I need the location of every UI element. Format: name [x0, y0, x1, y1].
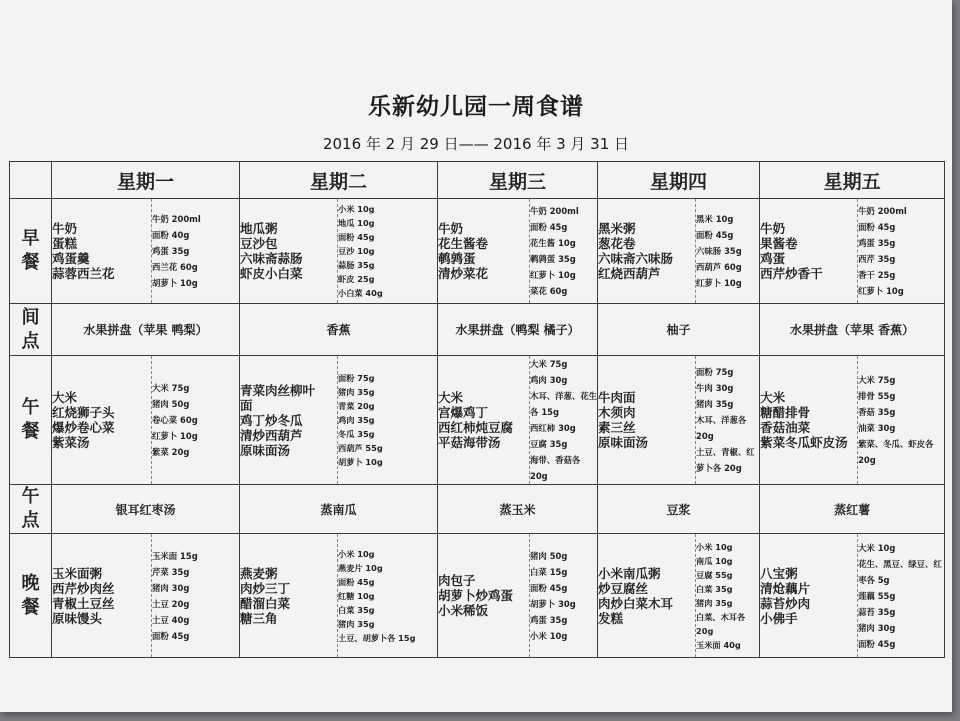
dish-item: 清炒西葫芦	[240, 427, 303, 443]
ingredient-item: 西葫芦 60g	[696, 262, 742, 272]
ingredient-item: 牛肉 30g	[696, 383, 734, 393]
ingredient-cell	[338, 356, 438, 485]
dish-cell	[240, 199, 338, 304]
ingredient-item: 猪肉 30g	[152, 582, 190, 593]
meal-label-char: 晚	[21, 572, 40, 594]
ingredient-item: 面粉 45g	[858, 638, 896, 649]
corner-cell	[10, 162, 52, 199]
dish-cell	[438, 534, 530, 658]
meal-label-char: 间	[21, 306, 40, 328]
ingredient-cell	[530, 199, 598, 304]
ingredient-item: 小米 10g	[338, 548, 375, 559]
meal-label-char: 午	[21, 397, 40, 418]
dish-item: 肉炒三丁	[240, 580, 291, 596]
snack-cell	[52, 304, 240, 356]
ingredient-item: 猪肉 35g	[696, 399, 734, 409]
dish-item: 大米	[760, 390, 786, 405]
ingredient-item: 卷心菜 60g	[152, 415, 198, 425]
ingredient-item: 大米 75g	[858, 375, 896, 385]
ingredient-item: 六味肠 35g	[696, 246, 742, 256]
ingredient-item: 地瓜 10g	[338, 218, 375, 228]
dish-item: 面	[240, 397, 253, 413]
dish-item: 紫菜汤	[52, 435, 90, 450]
ingredient-item: 红萝卜 10g	[530, 270, 576, 280]
ingredient-cell	[152, 199, 240, 304]
ingredient-item: 木耳、洋葱各 20g	[696, 415, 747, 441]
dish-cell	[760, 199, 858, 304]
weekly-menu-table	[9, 161, 945, 658]
meal-label-pm-snack	[10, 485, 52, 534]
ingredient-item: 猪肉 50g	[152, 399, 190, 409]
dish-cell	[598, 199, 696, 304]
dish-cell	[438, 199, 530, 304]
dish-cell	[52, 356, 152, 485]
dish-item: 鸡丁炒冬瓜	[240, 412, 303, 428]
dish-item: 大米	[438, 390, 464, 405]
dish-cell	[760, 356, 858, 485]
dish-item: 炒豆腐丝	[598, 580, 649, 596]
dish-item: 花生酱卷	[438, 236, 489, 251]
snack-text: 柚子	[666, 323, 691, 337]
dish-item: 六味斋六味肠	[598, 251, 674, 266]
ingredient-cell	[696, 199, 760, 304]
ingredient-cell	[696, 534, 760, 658]
dish-item: 蒜蓉西兰花	[52, 266, 115, 281]
ingredient-item: 白菜 15g	[530, 566, 568, 577]
ingredient-item: 莲藕 55g	[858, 590, 896, 601]
dish-item: 燕麦粥	[240, 565, 278, 581]
dish-cell	[52, 199, 152, 304]
dish-item: 鸡蛋羹	[52, 251, 90, 266]
ingredient-item: 牛奶 200ml	[858, 206, 907, 216]
ingredient-item: 白菜 35g	[696, 583, 733, 594]
page-title: 乐新幼儿园一周食谱	[368, 94, 584, 120]
dish-item: 牛奶	[438, 221, 464, 236]
snack-text: 水果拼盘（苹果 鸭梨）	[83, 323, 208, 337]
ingredient-item: 芹菜 35g	[152, 566, 190, 577]
ingredient-item: 胡萝卜 30g	[530, 598, 576, 609]
dish-item: 肉包子	[438, 573, 476, 588]
dish-item: 发糕	[598, 610, 624, 626]
meal-label-char: 餐	[21, 252, 40, 273]
ingredient-item: 花生、黑豆、绿豆、红枣各 5g	[858, 558, 942, 585]
ingredient-item: 小白菜 40g	[338, 288, 383, 298]
dish-item: 鸡蛋	[760, 251, 786, 266]
ingredient-cell	[530, 534, 598, 658]
dish-item: 醋溜白菜	[240, 595, 291, 611]
dish-item: 青椒土豆丝	[52, 595, 115, 611]
ingredient-item: 土豆、青椒、红萝卜各 20g	[696, 447, 755, 473]
dish-item: 胡萝卜炒鸡蛋	[438, 588, 514, 603]
dish-item: 紫菜冬瓜虾皮汤	[760, 435, 848, 450]
dish-item: 原味面汤	[240, 442, 291, 458]
dish-item: 六味斋蒜肠	[240, 251, 303, 266]
ingredient-item: 猪肉 30g	[858, 622, 896, 633]
meal-label-char: 点	[21, 330, 40, 352]
ingredient-item: 面粉 45g	[338, 232, 375, 242]
ingredient-item: 小米 10g	[696, 541, 733, 552]
meal-label-char: 早	[21, 228, 40, 249]
ingredient-item: 玉米面 15g	[152, 550, 198, 561]
snack-cell	[438, 485, 598, 534]
ingredient-item: 面粉 75g	[696, 367, 734, 377]
ingredient-item: 鸡肉 35g	[338, 415, 375, 425]
ingredient-item: 豆沙 10g	[338, 246, 375, 256]
snack-cell	[760, 485, 945, 534]
ingredient-item: 香菇 35g	[858, 407, 896, 417]
dish-cell	[52, 534, 152, 658]
dish-item: 蛋糕	[52, 236, 78, 251]
ingredient-item: 紫菜、冬瓜、虾皮各 20g	[858, 439, 934, 465]
dish-item: 西芹炒香干	[760, 266, 823, 281]
ingredient-item: 土豆 40g	[152, 614, 190, 625]
ingredient-item: 面粉 45g	[152, 630, 190, 641]
ingredient-item: 面粉 45g	[530, 582, 568, 593]
ingredient-cell	[530, 356, 598, 485]
lunch-row	[10, 356, 945, 485]
meal-label-char: 餐	[21, 596, 40, 618]
ingredient-item: 胡萝卜 10g	[338, 457, 383, 467]
ingredient-item: 木耳、洋葱、花生各 15g	[530, 391, 598, 417]
snack-text: 蒸玉米	[499, 502, 536, 517]
ingredient-item: 面粉 45g	[530, 222, 568, 232]
ingredient-cell	[338, 534, 438, 658]
dinner-row	[10, 534, 945, 658]
dish-item: 葱花卷	[598, 236, 636, 251]
dish-cell	[598, 356, 696, 485]
ingredient-item: 西红柿 30g	[530, 423, 576, 433]
dish-item: 八宝粥	[760, 565, 798, 581]
ingredient-item: 红糖 10g	[338, 590, 375, 601]
meal-label-breakfast	[10, 199, 52, 304]
ingredient-item: 红萝卜 10g	[858, 286, 904, 296]
ingredient-item: 豆腐 55g	[696, 569, 733, 580]
meal-label-lunch	[10, 356, 52, 485]
dish-item: 豆沙包	[240, 236, 278, 251]
dish-item: 大米	[52, 390, 78, 405]
day-header: 星期四	[598, 162, 760, 199]
dish-item: 木须肉	[598, 405, 636, 420]
snack-text: 豆浆	[666, 502, 691, 517]
snack-text: 银耳红枣汤	[115, 502, 176, 517]
ingredient-item: 西兰花 60g	[152, 262, 198, 272]
ingredient-item: 面粉 45g	[338, 576, 375, 587]
ingredient-item: 面粉 45g	[696, 230, 734, 240]
dish-item: 糖三角	[240, 610, 278, 626]
dish-item: 清炝藕片	[760, 580, 811, 596]
ingredient-item: 虾皮 25g	[338, 274, 375, 284]
snack-cell	[240, 485, 438, 534]
ingredient-item: 小米 10g	[530, 630, 568, 641]
day-header-row	[10, 162, 945, 199]
dish-item: 素三丝	[598, 420, 636, 435]
ingredient-item: 蒜苔 35g	[858, 606, 896, 617]
ingredient-item: 豆腐 35g	[530, 439, 568, 449]
dish-item: 红烧狮子头	[52, 405, 115, 420]
ingredient-item: 土豆、胡萝卜各 15g	[338, 632, 416, 643]
dish-item: 虾皮小白菜	[240, 266, 303, 281]
ingredient-item: 面粉 45g	[858, 222, 896, 232]
dish-item: 小米南瓜粥	[598, 565, 661, 581]
dish-item: 清炒菜花	[438, 266, 489, 281]
snack-cell	[760, 304, 945, 356]
ingredient-cell	[858, 199, 945, 304]
snack-cell	[240, 304, 438, 356]
ingredient-item: 红萝卜 10g	[152, 431, 198, 441]
ingredient-item: 牛奶 200ml	[152, 214, 201, 224]
dish-item: 牛肉面	[598, 390, 636, 405]
am-snack-row	[10, 304, 945, 356]
ingredient-item: 猪肉 50g	[530, 550, 568, 561]
ingredient-item: 面粉 40g	[152, 230, 190, 240]
dish-item: 爆炒卷心菜	[52, 420, 115, 435]
dish-cell	[240, 356, 338, 485]
dish-cell	[438, 356, 530, 485]
ingredient-item: 牛奶 200ml	[530, 206, 579, 216]
day-header: 星期一	[52, 162, 240, 199]
dish-item: 原味面汤	[598, 435, 649, 450]
dish-item: 香菇油菜	[760, 420, 811, 435]
breakfast-row	[10, 199, 945, 304]
snack-text: 蒸红薯	[834, 502, 871, 517]
snack-text: 水果拼盘（苹果 香蕉）	[789, 323, 915, 337]
ingredient-item: 南瓜 10g	[696, 555, 733, 566]
meal-label-char: 午	[21, 486, 40, 507]
ingredient-item: 燕麦片 10g	[338, 562, 383, 573]
dish-item: 蒜苔炒肉	[760, 595, 811, 611]
ingredient-item: 猪肉 35g	[338, 387, 375, 397]
dish-cell	[240, 534, 338, 658]
dish-item: 小米稀饭	[438, 603, 489, 618]
date-range: 2016 年 2 月 29 日—— 2016 年 3 月 31 日	[322, 135, 630, 153]
snack-text: 香蕉	[326, 323, 351, 337]
ingredient-item: 小米 10g	[338, 204, 375, 214]
snack-cell	[52, 485, 240, 534]
ingredient-item: 土豆 20g	[152, 598, 190, 609]
dish-item: 鹌鹑蛋	[438, 251, 476, 266]
ingredient-item: 紫菜 20g	[152, 447, 190, 457]
ingredient-item: 鸡蛋 35g	[858, 238, 896, 248]
pm-snack-row	[10, 485, 945, 534]
dish-item: 地瓜粥	[240, 221, 278, 236]
dish-item: 牛奶	[760, 221, 786, 236]
dish-item: 宫爆鸡丁	[438, 405, 489, 420]
ingredient-item: 黑米 10g	[696, 214, 734, 224]
dish-item: 红烧西葫芦	[598, 266, 661, 281]
day-header: 星期五	[760, 162, 945, 199]
dish-item: 肉炒白菜木耳	[598, 595, 674, 611]
meal-label-char: 餐	[21, 421, 40, 442]
dish-item: 平菇海带汤	[438, 435, 501, 450]
snack-cell	[598, 485, 760, 534]
ingredient-cell	[152, 534, 240, 658]
ingredient-item: 鸡蛋 35g	[530, 614, 568, 625]
ingredient-cell	[152, 356, 240, 485]
dish-item: 青菜肉丝柳叶	[240, 382, 316, 398]
ingredient-item: 冬瓜 35g	[338, 429, 375, 439]
dish-item: 黑米粥	[598, 221, 636, 236]
day-header: 星期二	[240, 162, 438, 199]
ingredient-item: 面粉 75g	[338, 373, 375, 383]
ingredient-item: 红萝卜 10g	[696, 278, 742, 288]
meal-label-am-snack	[10, 304, 52, 356]
ingredient-item: 蒜肠 35g	[338, 260, 375, 270]
ingredient-cell	[858, 534, 945, 658]
ingredient-item: 鹌鹑蛋 35g	[530, 254, 576, 264]
dish-item: 糖醋排骨	[760, 405, 811, 420]
ingredient-item: 白菜、木耳各 20g	[696, 611, 746, 636]
ingredient-item: 猪肉 35g	[696, 597, 733, 608]
ingredient-item: 大米 10g	[858, 542, 896, 553]
ingredient-item: 香干 25g	[858, 270, 896, 280]
ingredient-item: 胡萝卜 10g	[152, 278, 198, 288]
ingredient-item: 排骨 55g	[858, 391, 896, 401]
snack-text: 水果拼盘（鸭梨 橘子）	[455, 323, 580, 337]
ingredient-item: 鸡蛋 35g	[152, 246, 190, 256]
dish-item: 西红柿炖豆腐	[438, 420, 514, 435]
ingredient-item: 海带、香菇各 20g	[530, 455, 581, 481]
dish-item: 小佛手	[760, 610, 798, 626]
ingredient-item: 白菜 35g	[338, 604, 375, 615]
ingredient-item: 西葫芦 55g	[338, 443, 383, 453]
ingredient-cell	[696, 356, 760, 485]
dish-item: 玉米面粥	[52, 565, 103, 581]
dish-cell	[598, 534, 696, 658]
ingredient-item: 菜花 60g	[530, 286, 568, 296]
ingredient-item: 玉米面 40g	[696, 639, 741, 650]
ingredient-item: 大米 75g	[530, 359, 568, 369]
snack-text: 蒸南瓜	[320, 502, 357, 517]
ingredient-item: 油菜 30g	[858, 423, 896, 433]
dish-cell	[760, 534, 858, 658]
meal-label-char: 点	[21, 510, 40, 531]
day-header: 星期三	[438, 162, 598, 199]
dish-item: 原味馒头	[52, 610, 103, 626]
ingredient-item: 大米 75g	[152, 383, 190, 393]
ingredient-item: 猪肉 35g	[338, 618, 375, 629]
dish-item: 西芹炒肉丝	[52, 580, 115, 596]
ingredient-item: 花生酱 10g	[530, 238, 576, 248]
snack-cell	[598, 304, 760, 356]
dish-item: 牛奶	[52, 221, 78, 236]
ingredient-item: 青菜 20g	[338, 401, 375, 411]
ingredient-item: 鸡肉 30g	[530, 375, 568, 385]
snack-cell	[438, 304, 598, 356]
ingredient-item: 西芹 35g	[858, 254, 896, 264]
ingredient-cell	[338, 199, 438, 304]
dish-item: 果酱卷	[760, 236, 798, 251]
ingredient-cell	[858, 356, 945, 485]
meal-label-dinner	[10, 534, 52, 658]
